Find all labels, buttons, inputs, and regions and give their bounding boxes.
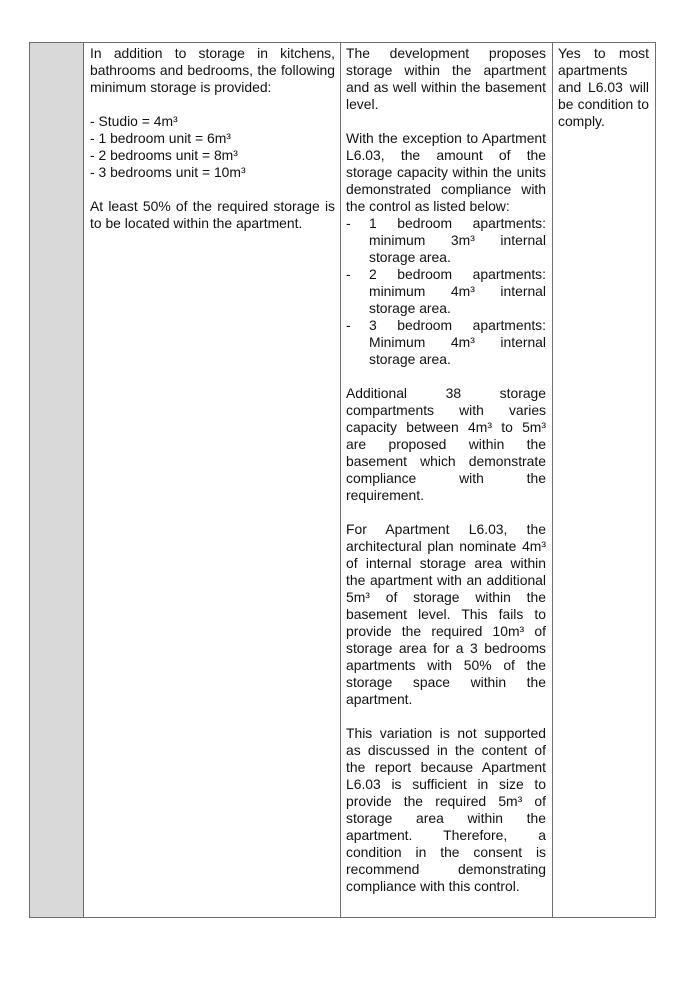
proposal-storage-list (346, 215, 546, 368)
control-note: At least 50% of the required storage is to be located within the apartment. (90, 198, 335, 231)
list-item: - 3 bedrooms unit = 10m³ (90, 164, 246, 180)
proposal-paragraph: This variation is not supported as discussed in the content of the report because Apartment L6.03 is sufficient in size to provide the required 5m³ of storage area within the apartment. Therefore, a condition in the consent is recommend demonstrating compliance with this control. (346, 725, 546, 894)
proposal-paragraph: The development proposes storage within the apartment and as well within the basement level. (346, 45, 546, 112)
control-intro: In addition to storage in kitchens, bathrooms and bedrooms, the following minimum storage is provided: (90, 45, 335, 95)
proposal-paragraph: For Apartment L6.03, the architectural plan nominate 4m³ of internal storage area within the apartment with an additional 5m³ of storage within the basement level. This fails to provide the required 10m³ of storage area for a 3 bedrooms apartments with 50% of the storage space within the apartment. (346, 521, 546, 707)
table-row (30, 43, 656, 918)
list-item: - 2 bedroom apartments: minimum 4m³ internal storage area. (346, 266, 546, 316)
list-item: - 1 bedroom unit = 6m³ (90, 130, 231, 146)
complies-text: Yes to most apartments and L6.03 will be condition to comply. (558, 45, 649, 129)
proposal-cell (341, 43, 553, 918)
control-storage-list (90, 113, 335, 181)
proposal-paragraph: Additional 38 storage compartments with varies capacity between 4m³ to 5m³ are proposed within the basement which demonstrate compliance with the requirement. (346, 385, 546, 503)
list-item: - Studio = 4m³ (90, 113, 178, 129)
list-item: - 1 bedroom apartments: minimum 3m³ internal storage area. (346, 215, 546, 265)
list-item: - 3 bedroom apartments: Minimum 4m³ internal storage area. (346, 317, 546, 367)
storage-compliance-table (29, 42, 656, 918)
control-cell (84, 43, 341, 918)
shaded-label-cell (30, 43, 84, 918)
list-item: - 2 bedrooms unit = 8m³ (90, 147, 238, 163)
proposal-paragraph: With the exception to Apartment L6.03, the amount of the storage capacity within the units demonstrated compliance with the control as listed below: (346, 130, 546, 214)
complies-cell (553, 43, 656, 918)
